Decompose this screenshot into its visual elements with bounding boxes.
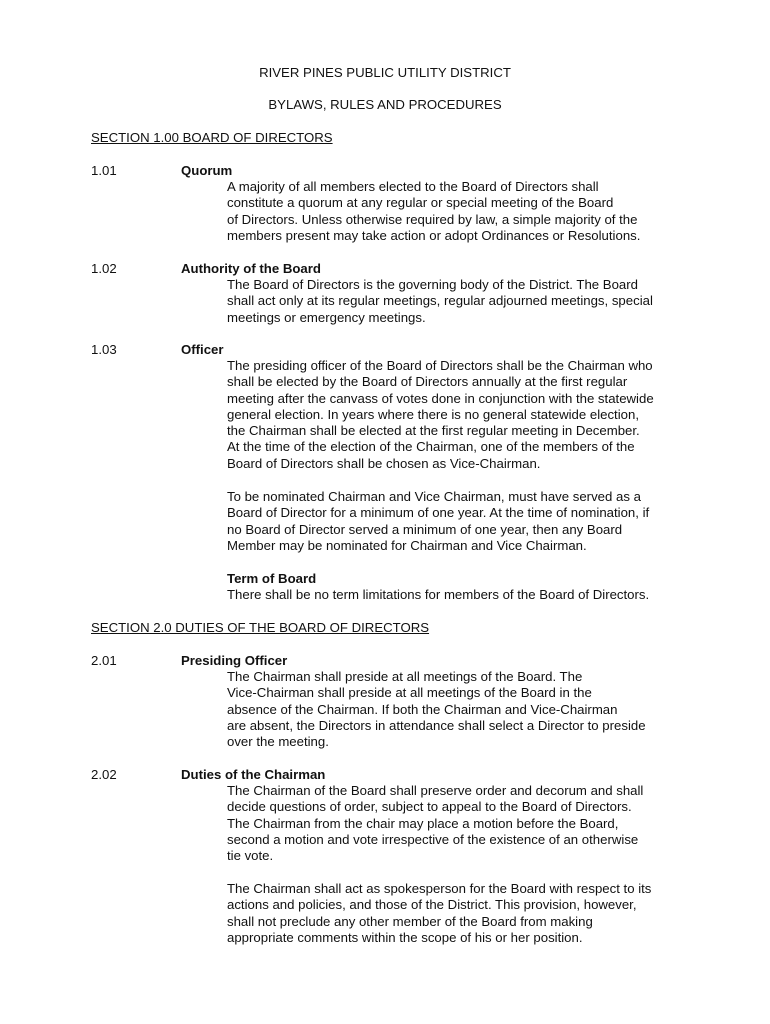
- item-number-2-01: 2.01: [91, 653, 117, 668]
- item-paragraph-officer-1: The presiding officer of the Board of Directors shall be the Chairman who shall be elected by the Board of Directors annually at the first regular meeting after the canvass of votes done in conjunction with the statewide general election. In years where there is no general statewide election, the Chairman shall be elected at the first regular meeting in December. At the time of the election of the Chairman, one of the members of the Board of Directors shall be chosen as Vice-Chairman.: [227, 358, 654, 471]
- item-paragraph-officer-2: To be nominated Chairman and Vice Chairman, must have served as a Board of Director for a minimum of one year. At the time of nomination, if no Board of Director served a minimum of one year, then any Board Member may be nominated for Chairman and Vice Chairman.: [227, 489, 650, 553]
- item-heading-presiding-officer: Presiding Officer: [181, 653, 288, 668]
- item-paragraph-authority: The Board of Directors is the governing body of the District. The Board shall act only at its regular meetings, regular adjourned meetings, special meetings or emergency meetings.: [227, 277, 653, 325]
- item-paragraph-duties-chairman-2: The Chairman shall act as spokesperson for the Board with respect to its actions and policies, and those of the District. This provision, however, shall not preclude any other member of the Board from making appropriate comments within the scope of his or her position.: [227, 881, 652, 945]
- item-heading-quorum: Quorum: [181, 163, 233, 178]
- item-heading-authority: Authority of the Board: [181, 261, 321, 276]
- paragraph-term-of-board: There shall be no term limitations for members of the Board of Directors.: [227, 587, 650, 602]
- item-number-2-02: 2.02: [91, 767, 117, 782]
- document-subtitle: BYLAWS, RULES AND PROCEDURES: [268, 97, 502, 112]
- item-number-1-02: 1.02: [91, 261, 117, 276]
- document-title: RIVER PINES PUBLIC UTILITY DISTRICT: [259, 65, 511, 80]
- section-2-heading: SECTION 2.0 DUTIES OF THE BOARD OF DIRECTORS: [91, 620, 430, 635]
- item-heading-duties-chairman: Duties of the Chairman: [181, 767, 326, 782]
- item-paragraph-presiding-officer: The Chairman shall preside at all meetings of the Board. The Vice-Chairman shall preside at all meetings of the Board in the absence of the Chairman. If both the Chairman and Vice-Chairman are absent, the Directors in attendance shall select a Director to preside over the meeting.: [227, 669, 646, 750]
- item-heading-officer: Officer: [181, 342, 224, 357]
- item-paragraph-quorum: A majority of all members elected to the Board of Directors shall constitute a quorum at any regular or special meeting of the Board of Directors. Unless otherwise required by law, a simple majority of the members present may take action or adopt Ordinances or Resolutions.: [227, 179, 641, 243]
- section-1-heading: SECTION 1.00 BOARD OF DIRECTORS: [91, 130, 333, 145]
- subheading-term-of-board: Term of Board: [227, 571, 317, 586]
- item-paragraph-duties-chairman-1: The Chairman of the Board shall preserve order and decorum and shall decide questions of order, subject to appeal to the Board of Directors. The Chairman from the chair may place a motion before the Board, second a motion and vote irrespective of the existence of an otherwise tie vote.: [227, 783, 644, 864]
- item-number-1-03: 1.03: [91, 342, 117, 357]
- item-number-1-01: 1.01: [91, 163, 117, 178]
